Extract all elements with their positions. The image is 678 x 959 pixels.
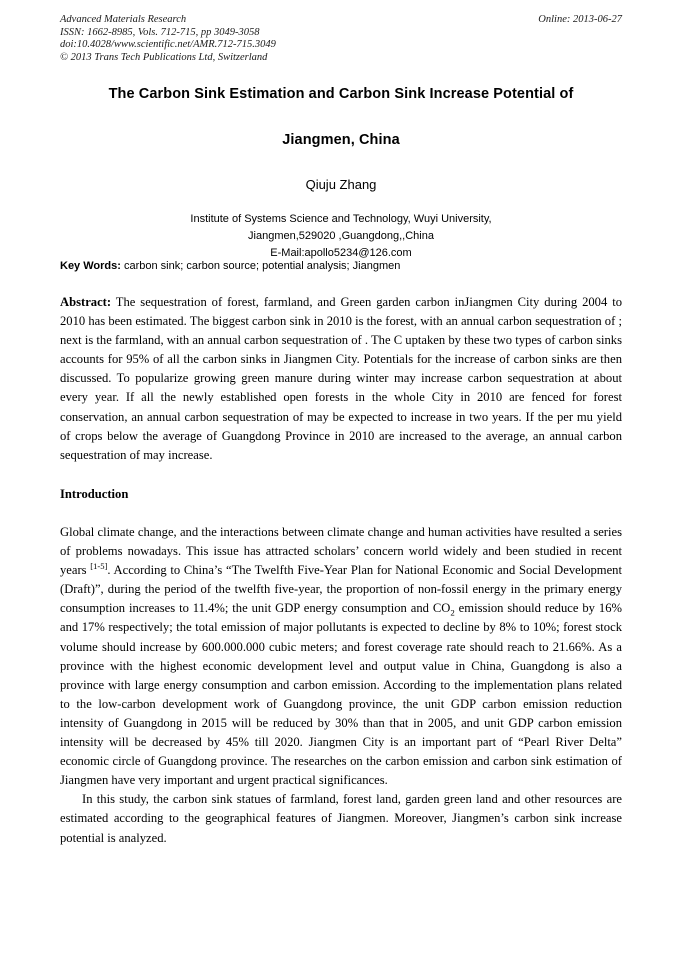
co2-subscript: 2 (450, 607, 455, 618)
keywords-line (60, 259, 622, 274)
copyright-line: © 2013 Trans Tech Publications Ltd, Switzerland (60, 51, 268, 63)
journal-header (60, 14, 622, 64)
online-date: Online: 2013-06-27 (538, 14, 622, 25)
introduction-paragraph-2: In this study, the carbon sink statues of farmland, forest land, garden green land and other resources are estimated according to the geographical features of Jiangmen. Moreover, Jiangmen’s carbon sink increase potential is analyzed. (60, 792, 622, 845)
issn-line: ISSN: 1662-8985, Vols. 712-715, pp 3049-3058 (60, 26, 260, 38)
paper-title-line-1: The Carbon Sink Estimation and Carbon Sink Increase Potential of (108, 86, 574, 102)
citation-reference: [1-5] (90, 561, 108, 571)
affiliation-line-1: Institute of Systems Science and Technology, Wuyi University, (190, 213, 492, 225)
introduction-heading: Introduction (60, 487, 129, 501)
title-block (60, 84, 622, 262)
introduction-paragraph-1 (60, 523, 622, 790)
keywords-label: Key Words: (60, 260, 121, 272)
affiliation-line-2: Jiangmen,529020 ,Guangdong,,China (248, 230, 434, 242)
intro-p1-segment-3: emission should reduce by 16% and 17% respectively; the total emission of major pollutants is expected to decline by 8% to 10%; forest stock volume should increase by 600.000.000 cubic meters; and forest coverage rate should reach to 21.66%. As a province with the highest economic development level and output value in China, Guangdong is also a province with large energy consumption and carbon emission. According to the implementation plans related to the low-carbon development work of Guangdong province, the unit GDP carbon emission reduction intensity of Guangdong in 2015 will be reduced by 30% than that in 2005, and unit GDP carbon emission intensity will be decreased by 45% till 2020. Jiangmen City is an important part of “Pearl River Delta” economic circle of Guangdong province. The researches on the carbon emission and carbon sink estimation of Jiangmen have very important and urgent practical significances. (60, 601, 622, 788)
author-affiliation (60, 211, 622, 262)
doi-line: doi:10.4028/www.scientific.net/AMR.712-715.3049 (60, 39, 276, 51)
intro-p1-segment-2: . According to China’s “The Twelfth Five-Year Plan for National Economic and Social Development (Draft)”, during the period of the twelfth five-year, the proportion of non-fossil energy in the primary energy consumption increases to 11.4%; the unit GDP energy consumption and CO (60, 563, 622, 616)
author-name: Qiuju Zhang (305, 177, 377, 192)
abstract-label: Abstract: (60, 295, 112, 309)
author-email: E-Mail:apollo5234@126.com (270, 247, 412, 259)
keywords-value: carbon sink; carbon source; potential analysis; Jiangmen (120, 260, 401, 272)
introduction-body (60, 523, 622, 848)
paper-title-line-2: Jiangmen, China (282, 132, 400, 148)
abstract-text: The sequestration of forest, farmland, and Green garden carbon inJiangmen City during 2004 to 2010 has been estimated. The biggest carbon sink in 2010 is the forest, with an annual carbon sequestration of ; next is the farmland, with an annual carbon sequestration of . The C uptaken by these two types of carbon sinks accounts for 95% of all the carbon sinks in Jiangmen City. Potentials for the increase of carbon sinks are then discussed. To popularize growing green manure during winter may increase carbon sequestration at about every year. If all the newly established open forests in the whole City in 2010 are fenced for forest conservation, an annual carbon sequestration of may be expected to increase in two years. If the per mu yield of crops below the average of Guangdong Province in 2010 are increased to the average, an annual carbon sequestration of may increase. (60, 295, 622, 462)
journal-name: Advanced Materials Research (60, 14, 187, 25)
intro-p1-segment-1: Global climate change, and the interactions between climate change and human activities have resulted a series of problems nowadays. This issue has attracted scholars’ concern world widely and been studied in recent years (60, 525, 622, 578)
abstract-section (60, 293, 622, 465)
journal-header-top-row (60, 14, 622, 27)
